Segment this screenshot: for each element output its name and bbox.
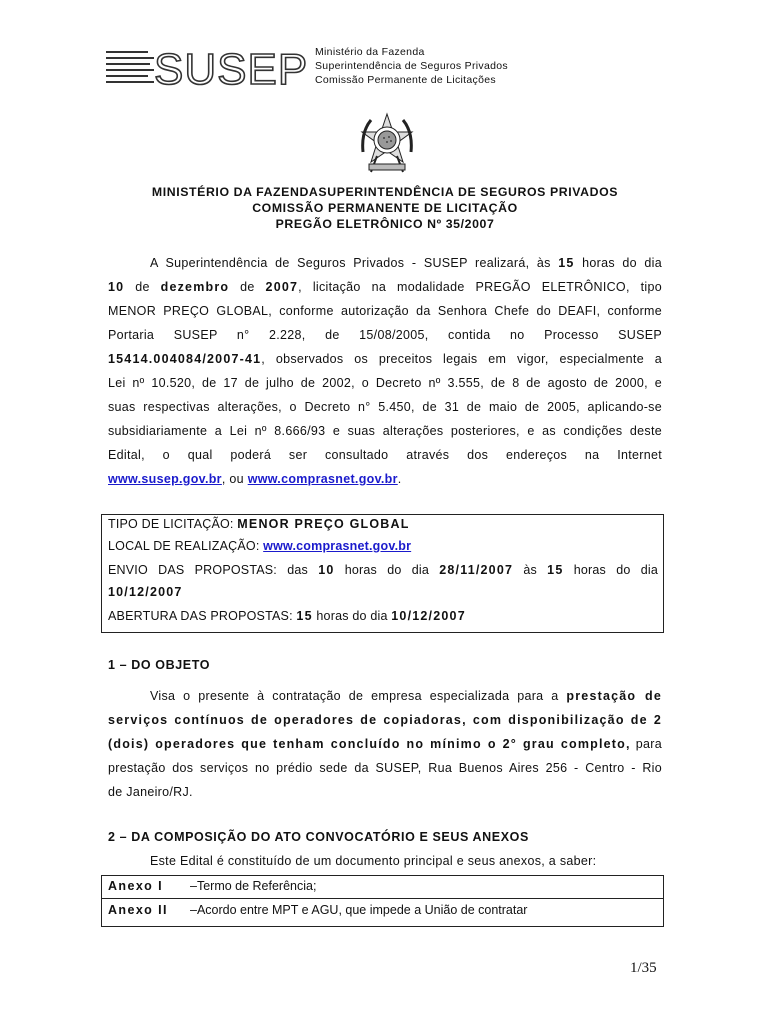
comprasnet-box-link[interactable]: www.comprasnet.gov.br bbox=[263, 539, 412, 553]
local-realizacao: LOCAL DE REALIZAÇÃO: www.comprasnet.gov.br bbox=[108, 539, 412, 553]
section1-line: serviços contínuos de operadores de copiadoras, com disponibilização de 2 bbox=[108, 713, 662, 727]
section1-line: (dois) operadores que tenham concluído no mínimo o 2° grau completo, para bbox=[108, 737, 662, 751]
annex-divider bbox=[102, 898, 663, 899]
annex-desc: –Termo de Referência; bbox=[190, 879, 317, 893]
doc-title-line1: MINISTÉRIO DA FAZENDASUPERINTENDÊNCIA DE SEGUROS PRIVADOS bbox=[151, 185, 619, 199]
intro-line: subsidiariamente a Lei nº 8.666/93 e suas alterações posteriores, e as condições deste bbox=[108, 424, 662, 438]
section1-line: Visa o presente à contratação de empresa especializada para a prestação de bbox=[150, 689, 662, 703]
intro-line: Edital, o qual poderá ser consultado através dos endereços na Internet bbox=[108, 448, 662, 462]
abertura-propostas: ABERTURA DAS PROPOSTAS: 15 horas do dia 10/12/2007 bbox=[108, 609, 466, 623]
susep-link[interactable]: www.susep.gov.br bbox=[108, 472, 222, 486]
annex-table bbox=[101, 875, 664, 927]
intro-line: Lei nº 10.520, de 17 de julho de 2002, o Decreto nº 3.555, de 8 de agosto de 2000, e bbox=[108, 376, 662, 390]
doc-title-line2: COMISSÃO PERMANENTE DE LICITAÇÃO bbox=[252, 201, 518, 215]
intro-line: Portaria SUSEP n° 2.228, de 15/08/2005, contida no Processo SUSEP bbox=[108, 328, 662, 342]
envio-propostas: ENVIO DAS PROPOSTAS: das 10 horas do dia 28/11/2007 às 15 horas do dia bbox=[108, 563, 659, 577]
section1-line: prestação dos serviços no prédio sede da SUSEP, Rua Buenos Aires 256 - Centro - Rio bbox=[108, 761, 662, 775]
susep-logo bbox=[106, 44, 309, 94]
intro-line: A Superintendência de Seguros Privados - SUSEP realizará, às 15 horas do dia bbox=[150, 256, 662, 270]
intro-line: 15414.004084/2007-41, observados os preceitos legais em vigor, especialmente a bbox=[108, 352, 662, 366]
intro-line: suas respectivas alterações, o Decreto n° 5.450, de 31 de maio de 2005, aplicando-se bbox=[108, 400, 662, 414]
section1-line: de Janeiro/RJ. bbox=[108, 785, 193, 799]
brazil-coat-of-arms-icon bbox=[357, 112, 417, 176]
tipo-licitacao: TIPO DE LICITAÇÃO: MENOR PREÇO GLOBAL bbox=[108, 517, 410, 531]
svg-text:SUSEP: SUSEP bbox=[154, 45, 309, 94]
section1-heading: 1 – DO OBJETO bbox=[108, 658, 211, 672]
header-line-ministry: Ministério da Fazenda bbox=[315, 46, 425, 58]
intro-line: 10 de dezembro de 2007, licitação na modalidade PREGÃO ELETRÔNICO, tipo bbox=[108, 280, 662, 294]
header-line-commission: Comissão Permanente de Licitações bbox=[315, 74, 496, 86]
header-line-superintendency: Superintendência de Seguros Privados bbox=[315, 60, 508, 72]
doc-title-line3: PREGÃO ELETRÔNICO Nº 35/2007 bbox=[275, 217, 495, 231]
annex-desc: –Acordo entre MPT e AGU, que impede a União de contratar bbox=[190, 903, 528, 917]
header-institution bbox=[315, 45, 508, 87]
page-number: 1/35 bbox=[630, 960, 657, 976]
section2-heading: 2 – DA COMPOSIÇÃO DO ATO CONVOCATÓRIO E SEUS ANEXOS bbox=[108, 830, 529, 844]
intro-line: MENOR PREÇO GLOBAL, conforme autorização da Senhora Chefe do DEAFI, conforme bbox=[108, 304, 662, 318]
section2-intro: Este Edital é constituído de um documento principal e seus anexos, a saber: bbox=[150, 854, 597, 868]
envio-propostas-date: 10/12/2007 bbox=[108, 585, 183, 599]
annex-name: Anexo I bbox=[108, 879, 163, 893]
annex-name: Anexo II bbox=[108, 903, 168, 917]
licitation-info-box bbox=[101, 514, 664, 633]
intro-line: www.susep.gov.br, ou www.comprasnet.gov.br. bbox=[108, 472, 402, 486]
comprasnet-link[interactable]: www.comprasnet.gov.br bbox=[247, 472, 398, 486]
